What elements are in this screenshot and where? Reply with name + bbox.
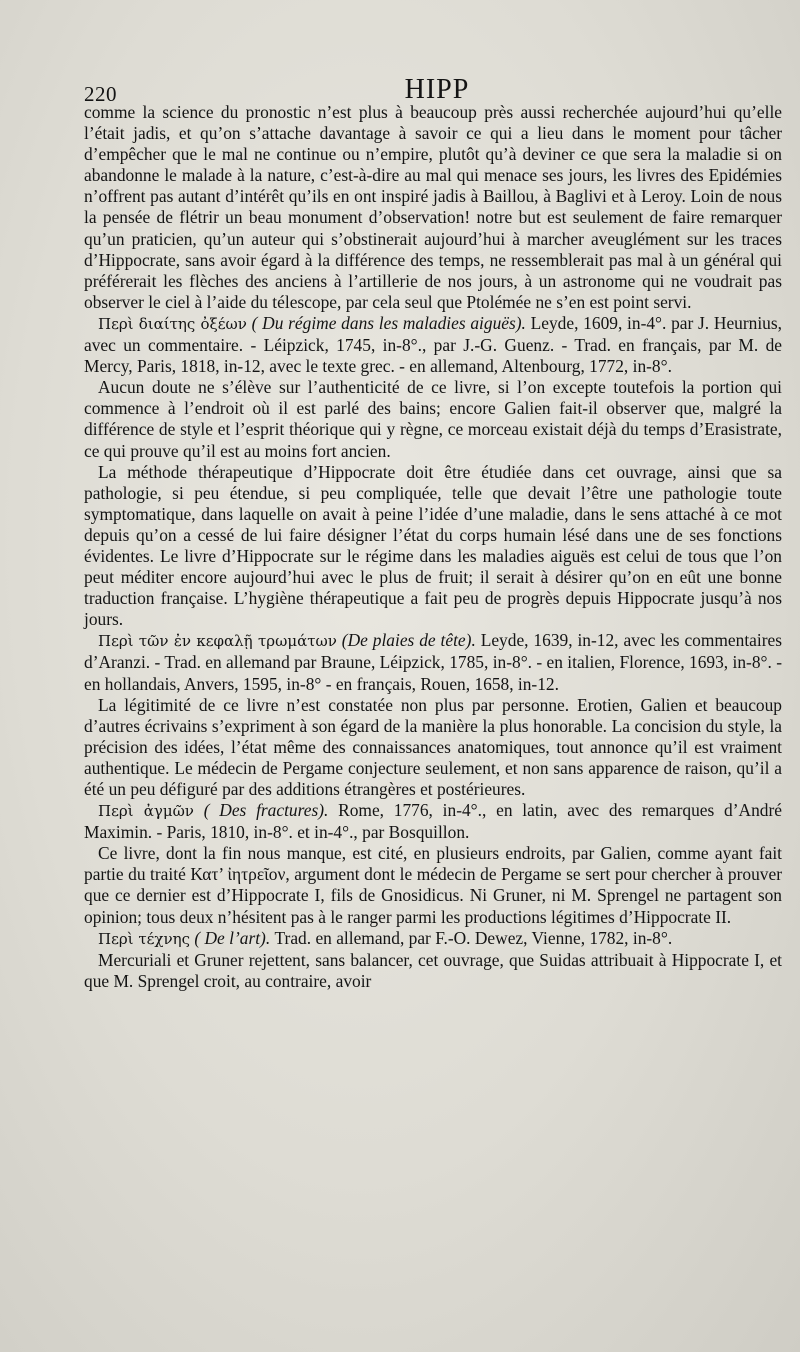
bibliography-entry-fractures: Περὶ ἀγμῶν ( Des fractures). Rome, 1776, in-4°., en latin, avec des remarques d’André Maximin. - Paris, 1810, in-8°. et in-4°., par Bosquillon. [84, 800, 782, 843]
paragraph-legitimacy: La légitimité de ce livre n’est constatée non plus par personne. Erotien, Galien et beaucoup d’autres écrivains s’expriment à son égard de la manière la plus honorable. La concision du style, la précision des idées, l’état même des connaissances anatomiques, tout annonce qu’il est vraiment authentique. Le médecin de Pergame conjecture seulement, et non sans apparence de raison, qu’il a été un peu défiguré par des additions étrangères et postérieures. [84, 694, 782, 799]
bibliography-entry-art: Περὶ τέχνης ( De l’art). Trad. en allemand, par F.-O. Dewez, Vienne, 1782, in-8°. [98, 927, 673, 948]
greek-title: Περὶ διαίτης ὀξέων [98, 314, 247, 333]
page-number: 220 [84, 82, 117, 106]
bibliography-entry-regime: Περὶ διαίτης ὀξέων ( Du régime dans les maladies aiguës). Leyde, 1609, in-4°. par J. Heurnius, avec un commentaire. - Léipzick, 1745, in-8°., par J.-G. Guenz. - Trad. en français, par M. de Mercy, Paris, 1818, in-12, avec le texte grec. - en allemand, Altenbourg, 1772, in-8°. [84, 312, 782, 377]
bibliography-entry-head-wounds: Περὶ τῶν ἐν κεφαλῇ τρωμάτων (De plaies de tête). Leyde, 1639, in-12, avec les commentaires d’Aranzi. - Trad. en allemand par Braune, Léipzick, 1785, in-8°. - en italien, Florence, 1693, in-8°. - en hollandais, Anvers, 1595, in-8° - en français, Rouen, 1658, in-12. [84, 630, 782, 694]
french-title: ( De l’art). [194, 927, 271, 948]
paragraph-therapeutic-method: La méthode thérapeutique d’Hippocrate doit être étudiée dans cet ouvrage, ainsi que sa pathologie, si peu étendue, si peu compliquée, telle que devait l’être une pathologie toute symptomatique, dans laquelle on avait à peine l’idée d’une maladie, dans le sens attaché à ce mot depuis qu’on a cessé de lui faire désigner l’état du corps humain lésé dans une de ses fonctions évidentes. Le livre d’Hippocrate sur le régime dans les maladies aiguës est celui de tous que l’on peut méditer encore aujourd’hui avec le plus de fruit; il serait à désirer qu’on en eût une bonne traduction française. L’hygiène thérapeutique a fait peu de progrès depuis Hippocrate jusqu’à nos jours. [84, 461, 782, 630]
paragraph-mercuriali: Mercuriali et Gruner rejettent, sans balancer, cet ouvrage, que Suidas attribuait à Hippocrate I, et que M. Sprengel croit, au contraire, avoir [84, 949, 782, 991]
greek-title: Περὶ τῶν ἐν κεφαλῇ τρωμάτων [98, 632, 337, 651]
page-body [84, 102, 782, 992]
french-title: ( Du régime dans les maladies aiguës). [251, 312, 526, 333]
french-title: ( Des fractures). [203, 800, 329, 821]
paragraph-prognosis: comme la science du pronostic n’est plus à beaucoup près aussi recherchée aujourd’hui qu’elle l’était jadis, et qu’on s’attache davantage à savoir ce qui a lieu dans le moment pour tâcher d’empêcher que le mal ne continue ou n’empire, plutôt qu’à deviner ce que sera la maladie si on abandonne le malade à la nature, c’est-à-dire au mal qui menace ses jours, les livres des Epidémies n’offrent pas autant d’intérêt qu’ils en ont inspiré jadis à Baillou, à Baglivi et à Leroy. Loin de nous la pensée de flétrir un beau monument d’observation! notre but est seulement de faire remarquer qu’un praticien, qu’un auteur qui s’obstinerait aujourd’hui à marcher aveuglément sur les traces d’Hippocrate, sans avoir égard à la différence des temps, ne ressemblerait pas mal à un général qui préférerait les flèches des anciens à l’artillerie de nos jours, à un astronome qui ne voudrait pas observer le ciel à l’aide du télescope, par cela seul que Ptolémée ne s’en est point servi. [84, 102, 782, 312]
greek-title: Περὶ ἀγμῶν [98, 802, 194, 821]
running-head: HIPP [404, 74, 470, 105]
greek-title: Περὶ τέχνης [98, 929, 190, 948]
paragraph-fractures-book: Ce livre, dont la fin nous manque, est cité, en plusieurs endroits, par Galien, comme ayant fait partie du traité Κατ’ ἰητρεῖον, argument dont le médecin de Pergame se sert pour chercher à prouver que ce dernier est d’Hippocrate I, fils de Gnosidicus. Ni Gruner, ni M. Sprengel ne partagent son opinion; tous deux n’hésitent pas à le ranger parmi les productions légitimes d’Hippocrate II. [84, 843, 782, 927]
page-header [84, 74, 790, 104]
french-title: (De plaies de tête). [341, 630, 476, 651]
paragraph-authenticity: Aucun doute ne s’élève sur l’authenticité de ce livre, si l’on excepte toutefois la portion qui commence à l’endroit où il est parlé des bains; encore Galien fait-il observer que, malgré la différence de style et l’esprit théorique qui y règne, ce morceau existait déjà du temps d’Erasistrate, ce qui prouve qu’il est au moins fort ancien. [84, 377, 782, 461]
